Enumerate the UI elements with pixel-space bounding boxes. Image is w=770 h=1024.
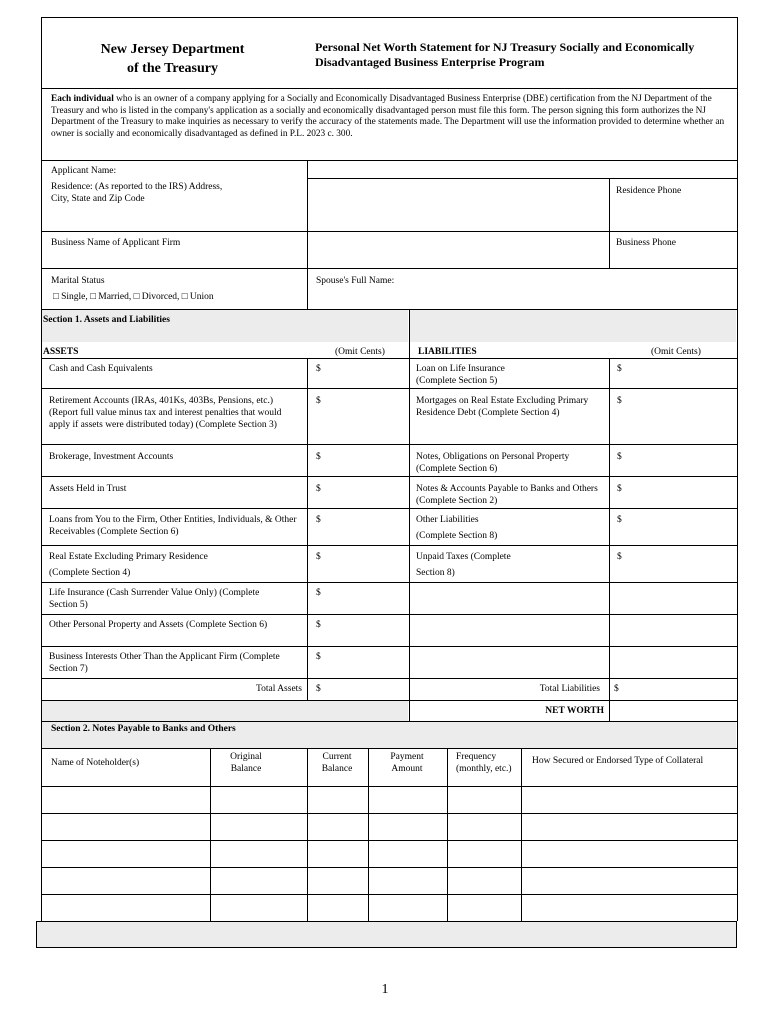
residence-phone-field[interactable] (610, 198, 736, 231)
total-liabilities-label: Total Liabilities (539, 684, 600, 694)
form-title-line2: Disadvantaged Business Enterprise Program (315, 55, 545, 69)
col-current-balance: Current Balance (321, 752, 353, 774)
section2-title: Section 2. Notes Payable to Banks and Others (51, 724, 236, 734)
liability-life-insurance-loan-value[interactable]: $ (617, 364, 622, 374)
business-name-field[interactable] (308, 232, 608, 268)
marital-status-label: Marital Status (51, 276, 105, 286)
asset-cash-value[interactable]: $ (316, 364, 321, 374)
assets-omit-cents: (Omit Cents) (335, 347, 385, 357)
noteholder-row-4[interactable] (42, 868, 736, 894)
section1-title: Section 1. Assets and Liabilities (43, 315, 170, 325)
residence-phone-label: Residence Phone (616, 186, 682, 196)
asset-loans: Loans from You to the Firm, Other Entities, Individuals, & Other Receivables (Complete Section 6) (49, 515, 297, 537)
marital-status-options[interactable]: □ Single, □ Married, □ Divorced, □ Union (53, 292, 214, 302)
net-worth-field[interactable] (610, 701, 736, 720)
asset-business-interests-value[interactable]: $ (316, 652, 321, 662)
spouse-name-label: Spouse's Full Name: (316, 276, 395, 286)
asset-loans-value[interactable]: $ (316, 515, 321, 525)
net-worth-left-shade (42, 701, 408, 721)
total-assets-label: Total Assets (255, 684, 302, 694)
liability-other: Other Liabilities (416, 515, 479, 525)
asset-cash: Cash and Cash Equivalents (49, 364, 153, 374)
asset-business-interests: Business Interests Other Than the Applicant Firm (Complete Section 7) (49, 652, 280, 674)
noteholder-row-1[interactable] (42, 787, 736, 813)
residence-label-line2: City, State and Zip Code (51, 194, 145, 204)
asset-retirement-value[interactable]: $ (316, 396, 321, 406)
asset-retirement: Retirement Accounts (IRAs, 401Ks, 403Bs, Pensions, etc.) (Report full value minus tax and interest penalties that would apply if assets were distributed today) (Complete Section 3) (49, 396, 282, 430)
applicant-name-field[interactable] (308, 161, 736, 177)
total-assets-value[interactable]: $ (316, 684, 321, 694)
col-collateral: How Secured or Endorsed Type of Collateral (532, 756, 704, 766)
section1-right-shade (410, 310, 736, 342)
liabilities-header: LIABILITIES (418, 347, 477, 357)
applicant-name-label: Applicant Name: (51, 166, 117, 176)
business-phone-field[interactable] (610, 250, 736, 268)
asset-life-insurance: Life Insurance (Cash Surrender Value Only) (Complete Section 5) (49, 588, 260, 610)
liability-unpaid-taxes-section: Section 8) (416, 568, 455, 578)
business-name-label: Business Name of Applicant Firm (51, 238, 181, 248)
asset-life-insurance-value[interactable]: $ (316, 588, 321, 598)
spouse-name-field[interactable] (400, 270, 736, 306)
col-noteholder: Name of Noteholder(s) (51, 758, 140, 768)
asset-trust: Assets Held in Trust (49, 484, 127, 494)
department-name-line2: of the Treasury (127, 61, 218, 76)
intro-paragraph (51, 94, 731, 140)
liability-unpaid-taxes: Unpaid Taxes (Complete (416, 552, 511, 562)
asset-real-estate: Real Estate Excluding Primary Residence (49, 552, 208, 562)
liability-mortgages-value[interactable]: $ (617, 396, 622, 406)
residence-label-line1: Residence: (As reported to the IRS) Address, (51, 182, 223, 192)
residence-address-field[interactable] (308, 179, 608, 231)
bottom-shaded-strip (36, 921, 737, 948)
asset-other-property-value[interactable]: $ (316, 620, 321, 630)
intro-lead: Each individual (51, 94, 114, 104)
col-payment-amount: Payment Amount (390, 752, 424, 774)
noteholder-row-3[interactable] (42, 841, 736, 867)
business-phone-label: Business Phone (616, 238, 676, 248)
col-frequency: Frequency (monthly, etc.) (456, 752, 512, 774)
liability-personal-property-notes: Notes, Obligations on Personal Property (Complete Section 6) (416, 452, 570, 474)
liability-notes-payable-value[interactable]: $ (617, 484, 622, 494)
liability-notes-payable: Notes & Accounts Payable to Banks and Others (Complete Section 2) (416, 484, 598, 506)
noteholder-row-5[interactable] (42, 895, 736, 921)
noteholder-row-2[interactable] (42, 814, 736, 840)
col-original-balance: Original Balance (230, 752, 262, 774)
total-liabilities-value[interactable]: $ (614, 684, 619, 694)
liability-other-section: (Complete Section 8) (416, 531, 498, 541)
asset-trust-value[interactable]: $ (316, 484, 321, 494)
liability-other-value[interactable]: $ (617, 515, 622, 525)
intro-body: who is an owner of a company applying for a Socially and Economically Disadvantaged Business Enterprise (DBE) certification from the NJ Department of the Treasury and who is listed in the company's application as a socially and economically disadvantaged person must file this form. The person signing this form authorizes the NJ Department of the Treasury to make inquiries as necessary to verify the accuracy of the statements made. The Department will use the information provided to determine whether an owner is socially and economically disadvantaged as defined in P.L. 2023 c. 300. (51, 94, 725, 139)
liability-unpaid-taxes-value[interactable]: $ (617, 552, 622, 562)
asset-real-estate-value[interactable]: $ (316, 552, 321, 562)
net-worth-label: NET WORTH (545, 706, 604, 716)
asset-brokerage: Brokerage, Investment Accounts (49, 452, 174, 462)
liability-life-insurance-loan: Loan on Life Insurance (Complete Section 5) (416, 364, 505, 386)
department-name-line1: New Jersey Department (100, 42, 245, 57)
asset-real-estate-section: (Complete Section 4) (49, 568, 131, 578)
assets-header: ASSETS (43, 347, 79, 357)
liability-personal-property-notes-value[interactable]: $ (617, 452, 622, 462)
liabilities-omit-cents: (Omit Cents) (651, 347, 701, 357)
liability-mortgages: Mortgages on Real Estate Excluding Primary Residence Debt (Complete Section 4) (416, 396, 589, 418)
asset-other-property: Other Personal Property and Assets (Complete Section 6) (49, 620, 268, 630)
page-number: 1 (381, 982, 389, 997)
form-title-line1: Personal Net Worth Statement for NJ Treasury Socially and Economically (315, 40, 695, 54)
asset-brokerage-value[interactable]: $ (316, 452, 321, 462)
